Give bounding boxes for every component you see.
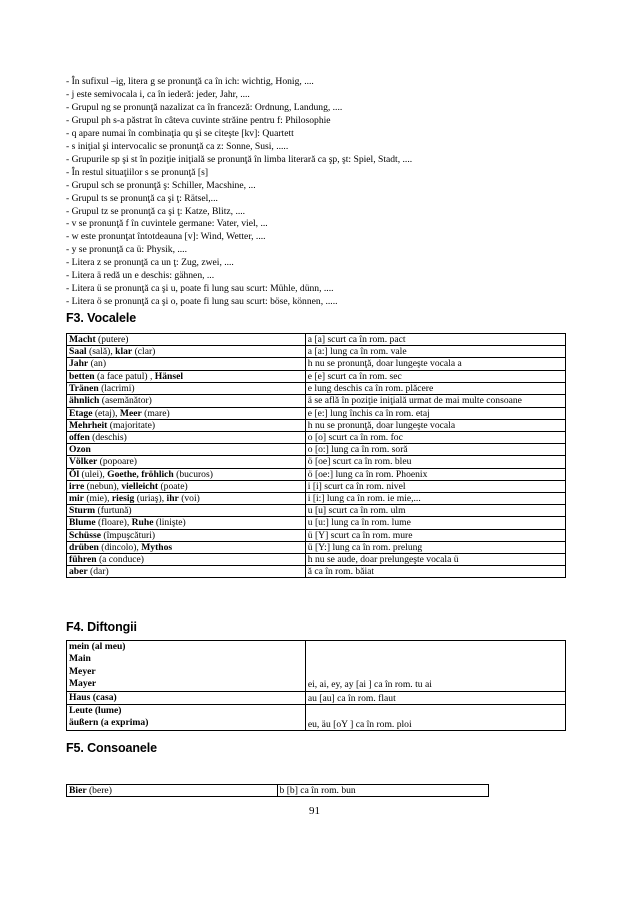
word-gloss: (a face patul) , bbox=[94, 370, 155, 382]
word-cell bbox=[67, 395, 306, 408]
table-row bbox=[67, 444, 566, 456]
diphthongs-table-body bbox=[67, 641, 566, 731]
example-word: Jahr bbox=[69, 358, 89, 370]
table-row bbox=[67, 493, 566, 505]
rule-line: - w este pronunţat întotdeauna [v]: Wind, Wetter, .... bbox=[66, 231, 266, 243]
word-gloss: (împuşcături) bbox=[101, 529, 156, 541]
word-cell bbox=[67, 517, 306, 529]
table-row bbox=[67, 382, 566, 394]
word-cell bbox=[67, 641, 306, 692]
table-row bbox=[67, 480, 566, 492]
section-heading-vowels: F3. Vocalele bbox=[66, 311, 137, 325]
table-row bbox=[67, 641, 566, 692]
pronunciation-cell: ü [Y:] lung ca în rom. prelung bbox=[305, 541, 565, 553]
vowels-table-body bbox=[67, 334, 566, 578]
word-cell bbox=[67, 346, 306, 358]
example-word: mein (al meu) bbox=[69, 641, 126, 652]
example-word: Ozon bbox=[69, 444, 91, 456]
diphthongs-table bbox=[66, 640, 566, 731]
pronunciation-cell: a [a] scurt ca în rom. pact bbox=[305, 334, 565, 346]
example-word: riesig bbox=[111, 493, 135, 505]
example-word: vielleicht bbox=[121, 480, 159, 492]
rule-line: - Grupul ph s-a păstrat în câteva cuvinte străine pentru f: Philosophie bbox=[66, 114, 331, 126]
word-gloss: (poate) bbox=[158, 480, 188, 492]
example-word: klar bbox=[115, 346, 133, 358]
rule-line: - Grupul ng se pronunţă nazalizat ca în franceză: Ordnung, Landung, .... bbox=[66, 101, 343, 113]
pronunciation-cell: h nu se pronunţă, doar lungeşte vocala a bbox=[305, 358, 565, 370]
example-word: Hänsel bbox=[154, 370, 184, 382]
example-word: Saal bbox=[69, 346, 87, 358]
example-word: Bier bbox=[69, 785, 87, 796]
example-word: äußern (a exprima) bbox=[69, 717, 149, 729]
table-row bbox=[67, 346, 566, 358]
vowels-table bbox=[66, 333, 566, 578]
word-gloss: (linişte) bbox=[153, 517, 186, 529]
word-cell bbox=[67, 529, 306, 541]
table-row bbox=[67, 334, 566, 346]
example-word: Völker bbox=[69, 456, 98, 468]
word-gloss: (nebun), bbox=[84, 480, 122, 492]
word-cell bbox=[67, 444, 306, 456]
word-gloss: (popoare) bbox=[97, 456, 137, 468]
pronunciation-cell: o [o:] lung ca în rom. soră bbox=[305, 444, 565, 456]
word-gloss: (clar) bbox=[132, 346, 156, 358]
word-gloss: (mare) bbox=[141, 407, 170, 419]
page-number: 91 bbox=[309, 805, 320, 817]
word-cell bbox=[67, 566, 306, 578]
pronunciation-cell: ă ca în rom. băiat bbox=[305, 566, 565, 578]
word-cell bbox=[67, 456, 306, 468]
table-row bbox=[67, 691, 566, 704]
rule-line: - Litera ö se pronunţă ca şi o, poate fi lung sau scurt: böse, können, ..... bbox=[66, 296, 338, 308]
word-gloss: (bere) bbox=[86, 785, 112, 796]
example-word: Öl bbox=[69, 468, 80, 480]
word-gloss: (deschis) bbox=[89, 432, 127, 444]
example-word: Haus (casa) bbox=[69, 691, 117, 703]
word-gloss: (lacrimi) bbox=[98, 382, 135, 394]
pronunciation-cell: a [a:] lung ca în rom. vale bbox=[305, 346, 565, 358]
word-cell bbox=[67, 480, 306, 492]
word-gloss: (dincolo), bbox=[98, 541, 142, 553]
word-gloss: (asemănător) bbox=[99, 395, 152, 407]
rule-line: - v se pronunţă f în cuvintele germane: Vater, viel, ... bbox=[66, 218, 268, 230]
word-cell bbox=[67, 382, 306, 394]
example-word: Ruhe bbox=[131, 517, 154, 529]
word-gloss: (etaj), bbox=[92, 407, 120, 419]
pronunciation-cell: e lung deschis ca în rom. plăcere bbox=[305, 382, 565, 394]
consonants-table-body bbox=[67, 785, 489, 797]
pronunciation-cell: e [e] scurt ca în rom. sec bbox=[305, 370, 565, 382]
pronunciation-cell: i [i] scurt ca în rom. nivel bbox=[305, 480, 565, 492]
table-row bbox=[67, 468, 566, 480]
word-gloss: (a conduce) bbox=[96, 554, 144, 566]
table-row bbox=[67, 432, 566, 444]
example-word: Meyer bbox=[69, 665, 96, 677]
pronunciation-cell: o [o] scurt ca în rom. foc bbox=[305, 432, 565, 444]
example-word: Mehrheit bbox=[69, 419, 108, 431]
pronunciation-cell: b [b] ca în rom. bun bbox=[277, 785, 488, 797]
example-word: ähnlich bbox=[69, 395, 100, 407]
example-word: betten bbox=[69, 370, 95, 382]
pronunciation-cell: i [i:] lung ca în rom. ie mie,... bbox=[305, 493, 565, 505]
table-row bbox=[67, 407, 566, 419]
word-cell bbox=[67, 358, 306, 370]
example-word: Main bbox=[69, 653, 91, 665]
table-row bbox=[67, 505, 566, 517]
rule-line: - Grupul tz se pronunţă ca şi ţ: Katze, Blitz, .... bbox=[66, 205, 246, 217]
table-row bbox=[67, 370, 566, 382]
example-word: Blume bbox=[69, 517, 96, 529]
word-cell bbox=[67, 432, 306, 444]
word-cell bbox=[67, 554, 306, 566]
word-gloss: (mie), bbox=[83, 493, 112, 505]
word-gloss: (an) bbox=[88, 358, 107, 370]
example-word: Meer bbox=[119, 407, 142, 419]
word-cell bbox=[67, 493, 306, 505]
example-word: ihr bbox=[166, 493, 179, 505]
example-word: Sturm bbox=[69, 505, 96, 517]
pronunciation-cell: e [e:] lung închis ca în rom. etaj bbox=[305, 407, 565, 419]
pronunciation-cell: h nu se aude, doar prelungeşte vocala ü bbox=[305, 554, 565, 566]
pronunciation-rules-list bbox=[66, 76, 566, 309]
pronunciation-cell: eu, äu [oY ] ca în rom. ploi bbox=[305, 705, 565, 731]
example-word: irre bbox=[69, 480, 85, 492]
word-gloss: (bucuros) bbox=[173, 468, 213, 480]
word-cell bbox=[67, 407, 306, 419]
table-row bbox=[67, 529, 566, 541]
pronunciation-cell: ö [oe] scurt ca în rom. bleu bbox=[305, 456, 565, 468]
table-row bbox=[67, 419, 566, 431]
section-heading-diphthongs: F4. Diftongii bbox=[66, 620, 137, 634]
rule-line: - Grupul ts se pronunţă ca şi ţ: Rätsel,... bbox=[66, 192, 218, 204]
rule-line: - Litera z se pronunţă ca un ţ: Zug, zwei, .... bbox=[66, 257, 234, 269]
example-word: offen bbox=[69, 432, 90, 444]
table-row bbox=[67, 358, 566, 370]
rule-line: - Grupul sch se pronunţă ş: Schiller, Macshine, ... bbox=[66, 179, 256, 191]
consonants-table bbox=[66, 784, 489, 797]
example-word: aber bbox=[69, 566, 88, 578]
word-cell bbox=[67, 691, 306, 704]
word-gloss: (dar) bbox=[87, 566, 109, 578]
pronunciation-cell: h nu se pronunţă, doar lungeşte vocala bbox=[305, 419, 565, 431]
rule-line: - Litera ü se pronunţă ca şi u, poate fi lung sau scurt: Mühle, dünn, .... bbox=[66, 283, 334, 295]
example-word: Goethe, fröhlich bbox=[107, 468, 174, 480]
example-word: Schüsse bbox=[69, 529, 101, 541]
table-row bbox=[67, 517, 566, 529]
word-gloss: (sală), bbox=[86, 346, 116, 358]
pronunciation-cell: ei, ai, ey, ay [ai ] ca în rom. tu ai bbox=[305, 641, 565, 692]
example-word: Macht bbox=[69, 334, 96, 345]
example-word: Tränen bbox=[69, 382, 99, 394]
word-cell bbox=[67, 541, 306, 553]
word-cell bbox=[67, 785, 278, 797]
table-row bbox=[67, 554, 566, 566]
rule-line: - j este semivocala i, ca în iederă: jeder, Jahr, .... bbox=[66, 88, 250, 100]
example-word: Mayer bbox=[69, 678, 97, 690]
rule-line: - Grupurile sp şi st în poziţie iniţială se pronunţă în limba literară ca şp, şt: Spiel, Stadt, .... bbox=[66, 153, 413, 165]
word-cell bbox=[67, 334, 306, 346]
table-row bbox=[67, 541, 566, 553]
word-gloss: (ulei), bbox=[79, 468, 108, 480]
word-cell bbox=[67, 370, 306, 382]
section-heading-consonants: F5. Consoanele bbox=[66, 741, 157, 755]
example-word: Etage bbox=[69, 407, 93, 419]
word-gloss: (floare), bbox=[95, 517, 132, 529]
word-gloss: (majoritate) bbox=[107, 419, 156, 431]
word-cell bbox=[67, 468, 306, 480]
pronunciation-cell: u [u] scurt ca în rom. ulm bbox=[305, 505, 565, 517]
rule-line: - q apare numai în combinaţia qu şi se citeşte [kv]: Quartett bbox=[66, 127, 294, 139]
pronunciation-cell: au [au] ca în rom. flaut bbox=[305, 691, 565, 704]
table-row bbox=[67, 785, 489, 797]
example-word: Leute (lume) bbox=[69, 705, 122, 717]
table-row bbox=[67, 566, 566, 578]
rule-line: - În sufixul –ig, litera g se pronunţă ca în ich: wichtig, Honig, .... bbox=[66, 76, 314, 87]
rule-line: - Litera ä redă un e deschis: gähnen, ... bbox=[66, 270, 215, 282]
word-cell bbox=[67, 505, 306, 517]
rule-line: - y se pronunţă ca ü: Physik, .... bbox=[66, 244, 187, 256]
word-cell bbox=[67, 705, 306, 731]
rule-line: - s iniţial şi intervocalic se pronunţă ca z: Sonne, Susi, ..... bbox=[66, 140, 289, 152]
pronunciation-cell: ü [Y] scurt ca în rom. mure bbox=[305, 529, 565, 541]
word-gloss: (uriaş), bbox=[134, 493, 167, 505]
example-word: führen bbox=[69, 554, 97, 566]
example-word: drüben bbox=[69, 541, 99, 553]
word-gloss: (furtună) bbox=[95, 505, 132, 517]
example-word: mir bbox=[69, 493, 84, 505]
word-gloss: (voi) bbox=[178, 493, 200, 505]
word-gloss: (putere) bbox=[95, 334, 129, 345]
word-cell bbox=[67, 419, 306, 431]
pronunciation-cell: ö [oe:] lung ca în rom. Phoenix bbox=[305, 468, 565, 480]
table-row bbox=[67, 395, 566, 408]
pronunciation-cell: u [u:] lung ca în rom. lume bbox=[305, 517, 565, 529]
table-row bbox=[67, 705, 566, 731]
pronunciation-cell: ä se află în poziţie iniţială urmat de mai multe consoane bbox=[305, 395, 565, 408]
table-row bbox=[67, 456, 566, 468]
rule-line: - În restul situaţiilor s se pronunţă [s] bbox=[66, 166, 209, 178]
example-word: Mythos bbox=[141, 541, 173, 553]
